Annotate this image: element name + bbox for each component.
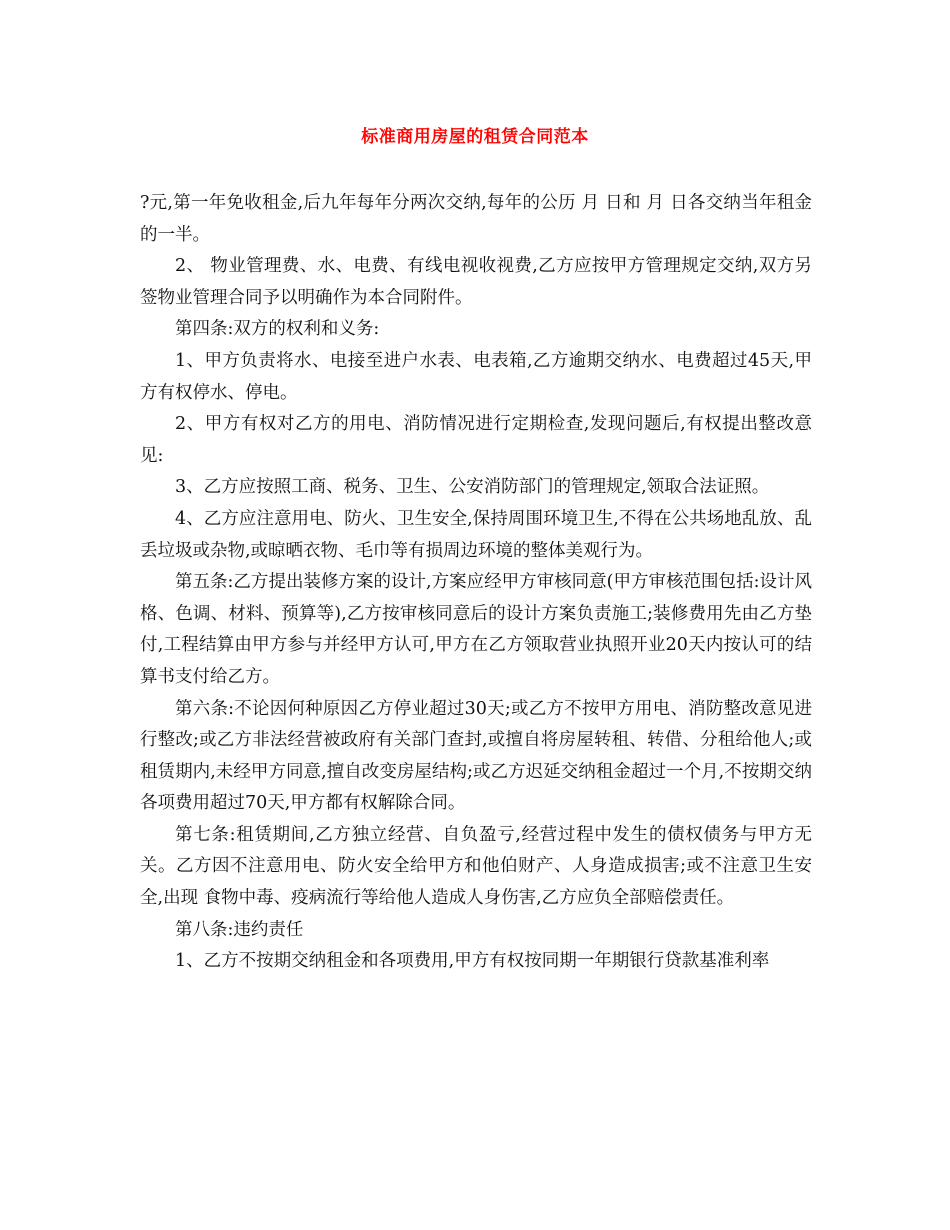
- document-body: [140, 188, 812, 978]
- paragraph-article-7: 第七条:租赁期间,乙方独立经营、自负盈亏,经营过程中发生的债权债务与甲方无关。乙方因不注意用电、防火安全给甲方和他伯财产、人身造成损害;或不注意卫生安全,出现 食物中毒、疫病流行等给他人造成人身伤害,乙方应负全部赔偿责任。: [140, 824, 812, 909]
- heading-article-8: 第八条:违约责任: [175, 919, 304, 940]
- paragraph-article-4-item-2: 2、甲方有权对乙方的用电、消防情况进行定期检查,发现问题后,有权提出整改意见:: [140, 414, 812, 466]
- paragraph-article-8-item-1: 1、乙方不按期交纳租金和各项费用,甲方有权按同期一年期银行贷款基准利率: [175, 951, 770, 972]
- paragraph-article-4-item-3: 3、乙方应按照工商、税务、卫生、公安消防部门的管理规定,领取合法证照。: [175, 477, 770, 498]
- heading-article-4: 第四条:双方的权利和义务:: [175, 319, 380, 340]
- paragraph-property-fees: 2、 物业管理费、水、电费、有线电视收视费,乙方应按甲方管理规定交纳,双方另签物业管理合同予以明确作为本合同附件。: [140, 256, 812, 308]
- paragraph-article-4-item-1: 1、甲方负责将水、电接至进户水表、电表箱,乙方逾期交纳水、电费超过45天,甲方有权停水、停电。: [140, 350, 812, 403]
- paragraph-continuation: ?元,第一年免收租金,后九年每年分两次交纳,每年的公历 月 日和 月 日各交纳当年租金的一半。: [140, 193, 812, 245]
- paragraph-article-6: 第六条:不论因何种原因乙方停业超过30天;或乙方不按甲方用电、消防整改意见进行整改;或乙方非法经营被政府有关部门查封,或擅自将房屋转租、转借、分租给他人;或租赁期内,未经甲方同意,擅自改变房屋结构;或乙方迟延交纳租金超过一个月,不按期交纳各项费用超过70天,甲方都有权解除合同。: [140, 698, 812, 814]
- paragraph-article-5: 第五条:乙方提出装修方案的设计,方案应经甲方审核同意(甲方审核范围包括:设计风格、色调、材料、预算等),乙方按审核同意后的设计方案负责施工;装修费用先由乙方垫付,工程结算由甲方参与并经甲方认可,甲方在乙方领取营业执照开业20天内按认可的结算书支付给乙方。: [140, 572, 812, 687]
- document-title: 标准商用房屋的租赁合同范本: [361, 127, 589, 147]
- paragraph-article-4-item-4: 4、乙方应注意用电、防火、卫生安全,保持周围环境卫生,不得在公共场地乱放、乱丢垃圾或杂物,或晾晒衣物、毛巾等有损周边环境的整体美观行为。: [140, 508, 812, 561]
